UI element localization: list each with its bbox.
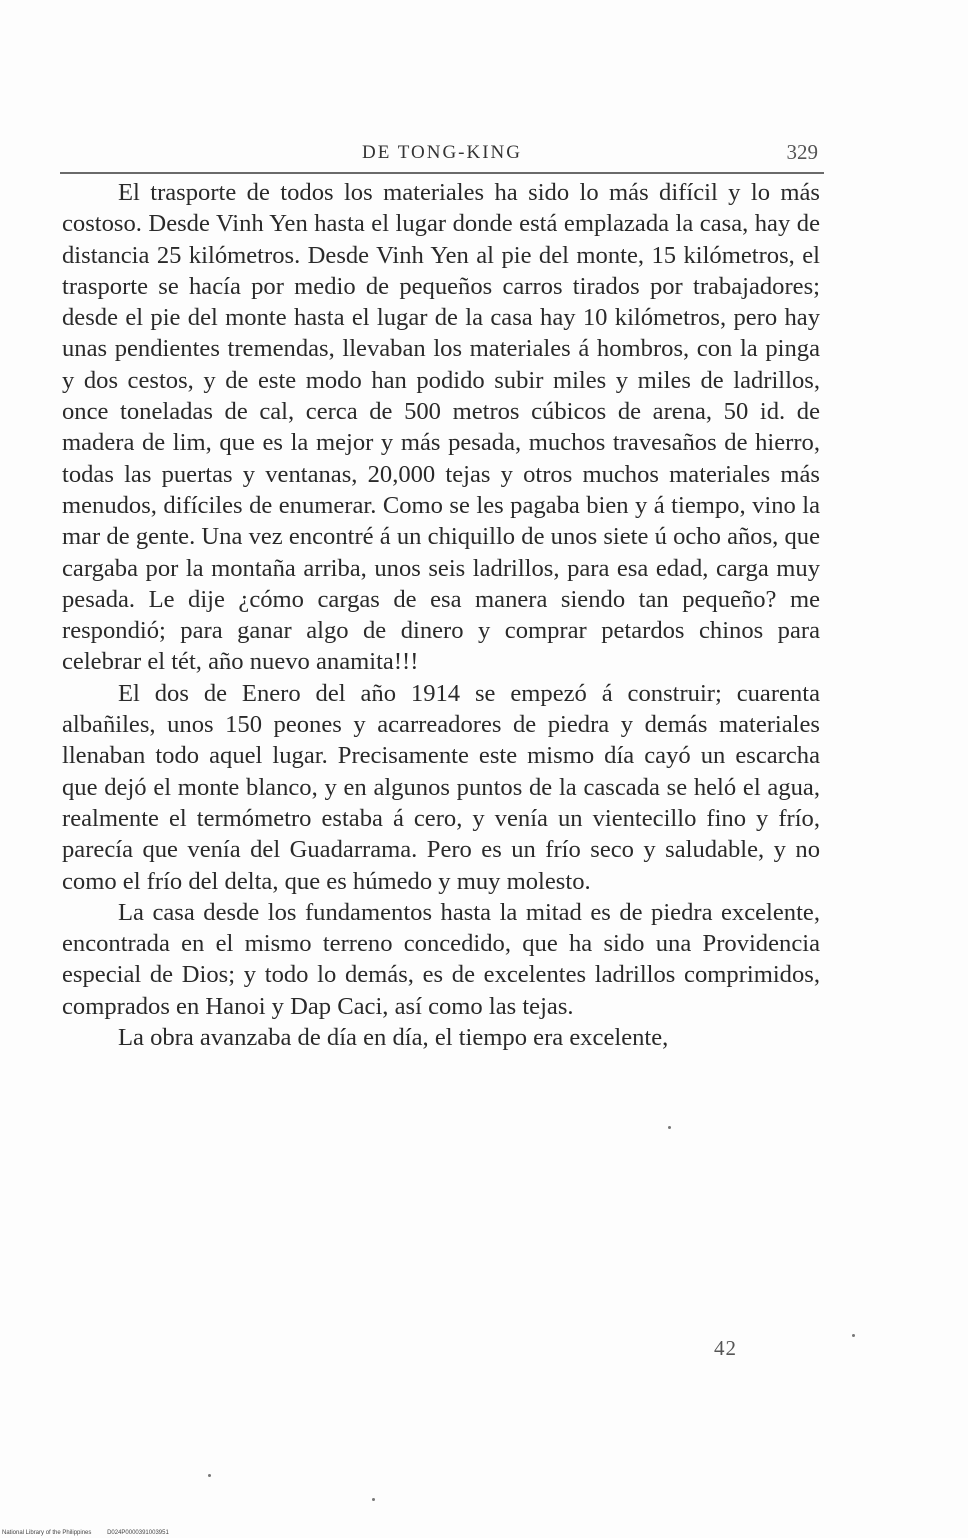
running-head bbox=[62, 138, 822, 168]
body-text bbox=[62, 177, 820, 1053]
scan-speck bbox=[208, 1474, 211, 1477]
page-number: 329 bbox=[786, 140, 818, 164]
scan-speck bbox=[668, 1126, 671, 1129]
running-title: DE TONG-KING bbox=[362, 142, 522, 163]
paragraph-1: El trasporte de todos los materiales ha sido lo más difícil y lo más costoso. Desde Vinh Yen hasta el lugar donde está emplazada la casa, hay de distancia 25 kilómetros. Desde Vinh Yen al pie del monte, 15 kilómetros, el trasporte se hacía por medio de pequeños carros tirados por trabajadores; desde el pie del monte hasta el lugar de la casa hay 10 kilómetros, pero hay unas pendientes tremendas, llevaban los materiales á hombros, con la pinga y dos cestos, y de este modo han podido subir miles y miles de ladrillos, once toneladas de cal, cerca de 500 metros cúbicos de arena, 50 id. de madera de lim, que es la mejor y más pesada, muchos travesaños de hierro, todas las puertas y ventanas, 20,000 tejas y otros muchos materiales más menudos, difíciles de enumerar. Como se les pagaba bien y á tiempo, vino la mar de gente. Una vez encontré á un chiquillo de unos siete ú ocho años, que cargaba por la montaña arriba, unos seis ladrillos, para esa edad, carga muy pesada. Le dije ¿cómo cargas de esa manera siendo tan pequeño? me respondió; para ganar algo de dinero y comprar petardos chinos para celebrar el tét, año nuevo anamita!!! bbox=[62, 179, 820, 676]
footer-credit bbox=[2, 1530, 169, 1536]
paragraph-4: La obra avanzaba de día en día, el tiempo era excelente, bbox=[118, 1024, 669, 1052]
paragraph-2: El dos de Enero del año 1914 se empezó á construir; cuarenta albañiles, unos 150 peones y acarreadores de piedra y demás materiales llenaban todo aquel lugar. Precisamente este mismo día cayó un escarcha que dejó el monte blanco, y en algunos puntos de la cascada se heló el agua, realmente el termómetro estaba á cero, y venía un vientecillo fino y frío, parecía que venía del Guadarrama. Pero es un frío seco y saludable, y no como el frío del delta, que es húmedo y muy molesto. bbox=[62, 679, 820, 895]
footer-library: National Library of the Philippines bbox=[2, 1530, 92, 1536]
header-rule bbox=[60, 172, 824, 174]
footer-call-number: D024P0000391003951 bbox=[107, 1530, 169, 1536]
signature-mark: 42 bbox=[714, 1336, 737, 1360]
scan-speck bbox=[372, 1498, 375, 1501]
paragraph-3: La casa desde los fundamentos hasta la mitad es de piedra excelente, encontrada en el mismo terreno concedido, que ha sido una Providencia especial de Dios; y todo lo demás, es de excelentes ladrillos comprimidos, comprados en Hanoi y Dap Caci, así como las tejas. bbox=[62, 898, 820, 1020]
scan-speck bbox=[852, 1334, 855, 1337]
